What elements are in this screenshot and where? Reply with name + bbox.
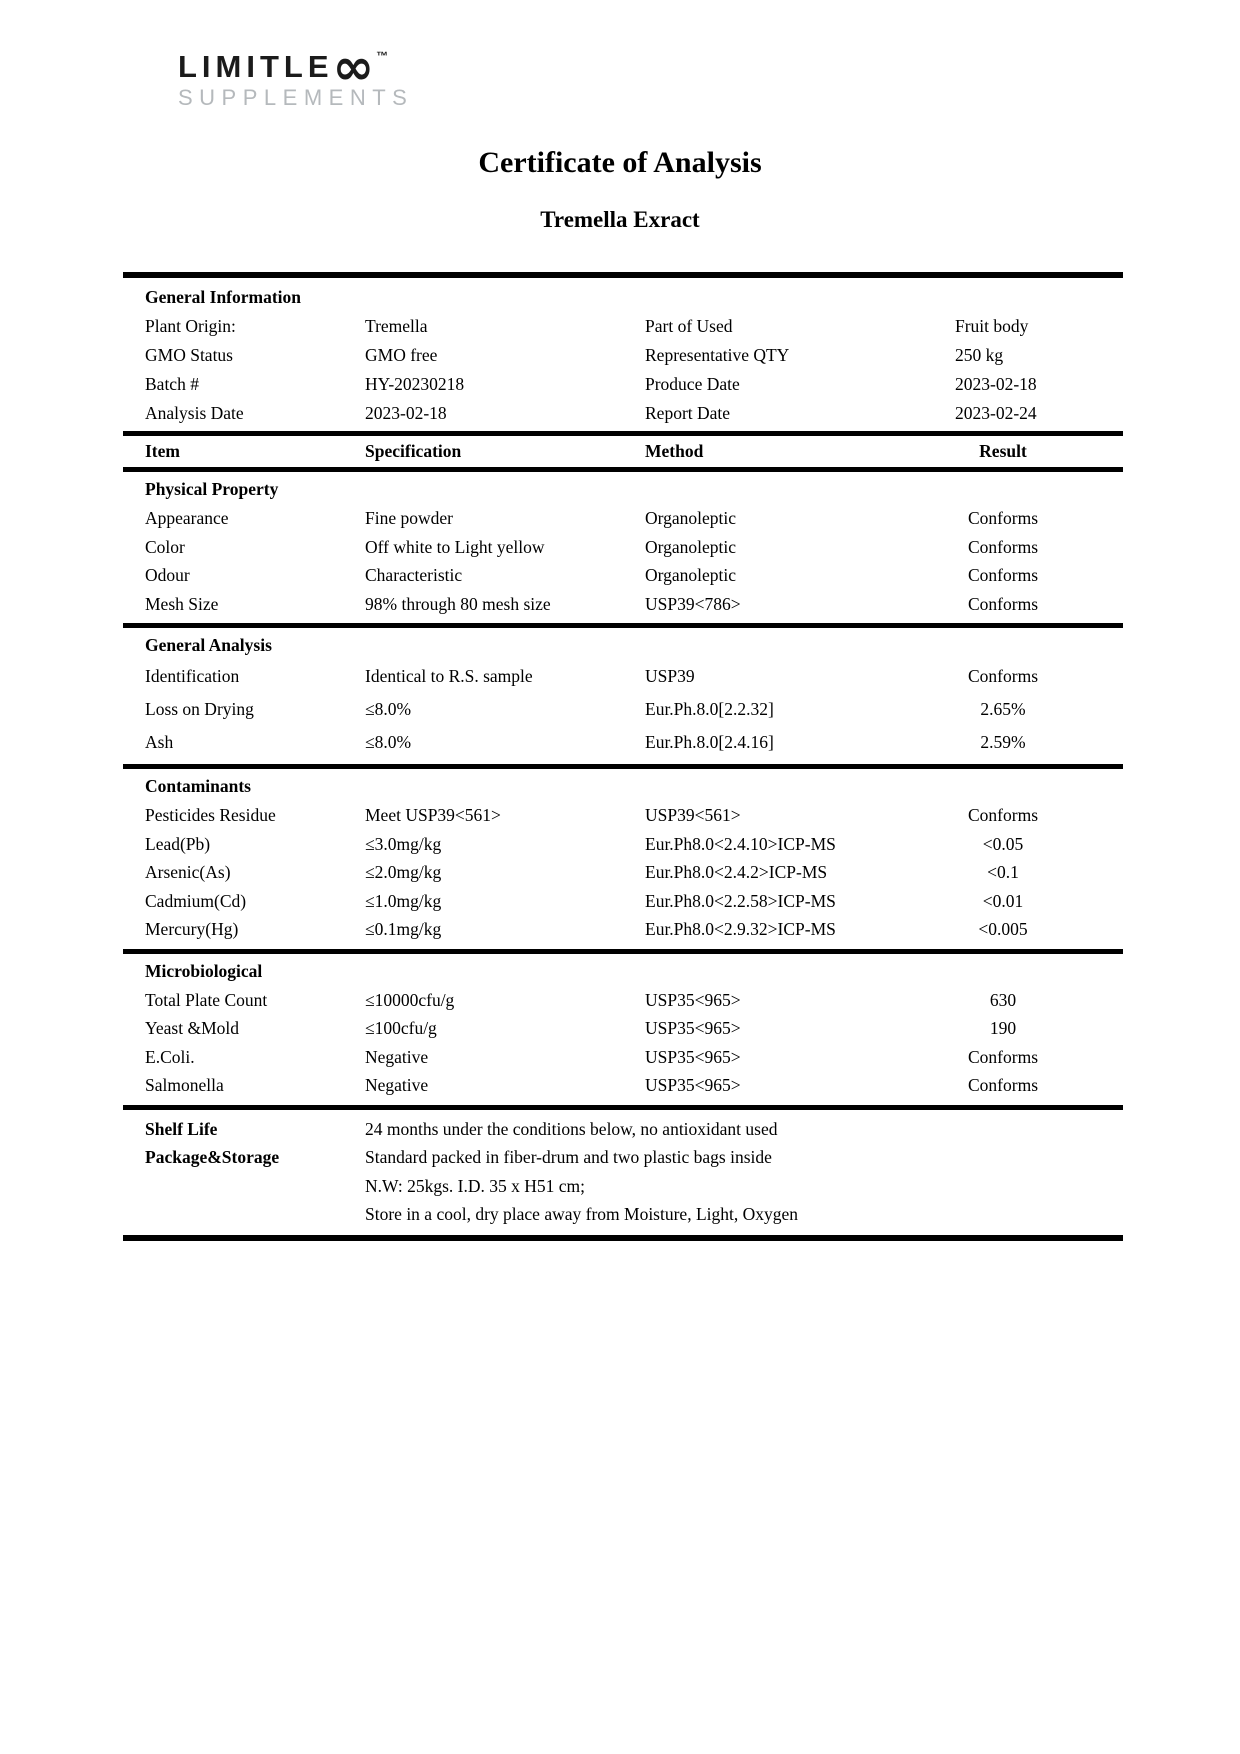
shelf-life-text: 24 months under the conditions below, no antioxidant used [365,1118,778,1139]
info-label: GMO Status [145,345,233,365]
specification-cell: Identical to R.S. sample [365,666,533,686]
item-cell: Pesticides Residue [145,805,276,825]
result-cell: Conforms [968,508,1038,528]
specification-cell: 98% through 80 mesh size [365,593,551,614]
general-information-block [123,272,1123,431]
item-cell: Mercury(Hg) [145,919,239,939]
spacer-cell [123,1200,343,1229]
result-cell: Conforms [968,1075,1038,1095]
method-cell: Organoleptic [645,536,737,557]
item-cell: Mesh Size [145,593,219,614]
general-info-row [123,341,1123,370]
method-cell: Eur.Ph.8.0[2.4.16] [645,732,774,752]
spacer-cell [123,1172,343,1201]
shelf-life-label: Shelf Life [145,1118,218,1139]
info-value: GMO free [365,345,438,365]
header-method: Method [645,441,704,461]
package-storage-row [123,1143,1123,1172]
info-label: Plant Origin: [145,316,236,336]
result-cell: <0.005 [978,919,1028,939]
shelf-life-row [123,1115,1123,1144]
specification-cell: ≤10000cfu/g [365,989,455,1010]
table-row [123,590,1123,619]
item-cell: Total Plate Count [145,989,268,1010]
result-cell: Conforms [968,593,1038,614]
result-cell: <0.1 [987,862,1019,882]
section-heading: Physical Property [145,479,279,499]
table-section [123,764,1123,949]
result-cell: 630 [989,989,1017,1010]
table-row [123,1043,1123,1072]
brand-name-text: LIMITLE [178,49,334,84]
method-cell: Eur.Ph.8.0[2.2.32] [645,699,774,719]
item-cell: Lead(Pb) [145,833,211,854]
specification-cell: ≤0.1mg/kg [365,919,442,939]
table-row [123,693,1123,726]
item-cell: Salmonella [145,1075,224,1095]
package-storage-label: Package&Storage [145,1147,280,1167]
method-cell: USP39<786> [645,593,741,614]
item-cell: Ash [145,732,174,752]
item-cell: Appearance [145,508,229,528]
method-cell: USP35<965> [645,989,741,1010]
method-cell: Eur.Ph8.0<2.4.10>ICP-MS [645,833,836,854]
method-cell: USP35<965> [645,1018,741,1038]
method-cell: Eur.Ph8.0<2.4.2>ICP-MS [645,862,828,882]
result-cell: Conforms [968,565,1038,585]
table-row [123,801,1123,830]
infinity-icon: ∞ [332,38,375,96]
package-storage-row [123,1172,1123,1201]
result-cell: 2.65% [980,699,1026,719]
info-value: Fruit body [955,316,1029,336]
table-row [123,504,1123,533]
package-line: Store in a cool, dry place away from Moisture, Light, Oxygen [365,1204,799,1224]
trademark-symbol: ™ [376,49,389,63]
item-cell: Identification [145,666,240,686]
specification-cell: Negative [365,1075,429,1095]
specification-cell: Meet USP39<561> [365,805,501,825]
brand-subtitle: SUPPLEMENTS [178,85,414,110]
item-cell: Odour [145,565,190,585]
info-label: Analysis Date [145,403,244,423]
table-row [123,887,1123,916]
section-rows [123,986,1123,1100]
general-info-row [123,370,1123,399]
info-label: Batch # [145,374,199,394]
specification-cell: ≤8.0% [365,732,412,752]
table-row [123,561,1123,590]
table-row [123,660,1123,693]
section-heading: Contaminants [145,776,251,796]
table-row [123,1071,1123,1100]
specification-cell: Negative [365,1046,429,1067]
storage-block [123,1105,1123,1241]
specification-cell: ≤1.0mg/kg [365,890,442,911]
brand-wordmark [178,38,413,96]
package-line: N.W: 25kgs. I.D. 35 x H51 cm; [365,1175,586,1196]
result-cell: <0.01 [982,890,1024,911]
info-label: Report Date [645,403,731,423]
header-result: Result [979,441,1027,461]
result-cell: <0.05 [982,833,1024,854]
info-value: Tremella [365,316,428,336]
table-row [123,858,1123,887]
info-value: HY-20230218 [365,374,465,394]
table-row [123,1014,1123,1043]
table-section [123,472,1123,623]
brand-logo [178,38,414,111]
specification-cell: Characteristic [365,565,463,585]
method-cell: Eur.Ph8.0<2.9.32>ICP-MS [645,919,836,939]
method-cell: Organoleptic [645,508,737,528]
result-cell: Conforms [968,536,1038,557]
section-heading: General Analysis [145,635,272,655]
specification-cell: Fine powder [365,508,453,528]
table-row [123,726,1123,759]
item-cell: Loss on Drying [145,699,254,719]
table-section [123,623,1123,764]
specification-cell: Off white to Light yellow [365,536,545,557]
method-cell: USP39 [645,666,695,686]
info-value: 250 kg [955,345,1004,365]
general-info-row [123,399,1123,428]
table-row [123,830,1123,859]
section-heading: Microbiological [145,960,263,981]
specification-cell: ≤2.0mg/kg [365,862,442,882]
specification-cell: ≤3.0mg/kg [365,833,442,854]
header-specification: Specification [365,441,462,461]
method-cell: Eur.Ph8.0<2.2.58>ICP-MS [645,890,836,911]
general-info-row [123,312,1123,341]
item-cell: E.Coli. [145,1046,195,1067]
package-storage-row [123,1200,1123,1229]
table-row [123,533,1123,562]
specification-cell: ≤8.0% [365,699,412,719]
method-cell: USP39<561> [645,805,741,825]
table-header-row [123,431,1123,472]
result-cell: Conforms [968,805,1038,825]
item-cell: Yeast &Mold [145,1018,240,1038]
package-line: Standard packed in fiber-drum and two plastic bags inside [365,1147,772,1167]
method-cell: Organoleptic [645,565,737,585]
info-label: Representative QTY [645,345,790,365]
general-information-heading: General Information [145,287,302,307]
method-cell: USP35<965> [645,1075,741,1095]
section-rows [123,504,1123,618]
table-sections [123,472,1123,1105]
document-title: Certificate of Analysis [478,146,762,179]
section-rows [123,660,1123,759]
general-info-rows [123,312,1123,428]
table-section [123,949,1123,1105]
result-cell: 190 [989,1018,1017,1038]
info-value: 2023-02-18 [955,374,1037,394]
result-cell: 2.59% [980,732,1026,752]
header-item: Item [145,441,180,461]
info-label: Produce Date [645,374,740,394]
specification-cell: ≤100cfu/g [365,1018,437,1038]
section-rows [123,801,1123,944]
item-cell: Cadmium(Cd) [145,890,247,911]
item-cell: Arsenic(As) [145,862,231,882]
info-label: Part of Used [645,316,733,336]
result-cell: Conforms [968,666,1038,686]
coa-table [123,272,1123,1241]
table-row [123,986,1123,1015]
info-value: 2023-02-24 [955,403,1037,423]
result-cell: Conforms [968,1046,1038,1067]
item-cell: Color [145,536,185,557]
info-value: 2023-02-18 [365,403,447,423]
product-name: Tremella Exract [540,207,700,232]
table-row [123,915,1123,944]
method-cell: USP35<965> [645,1046,741,1067]
